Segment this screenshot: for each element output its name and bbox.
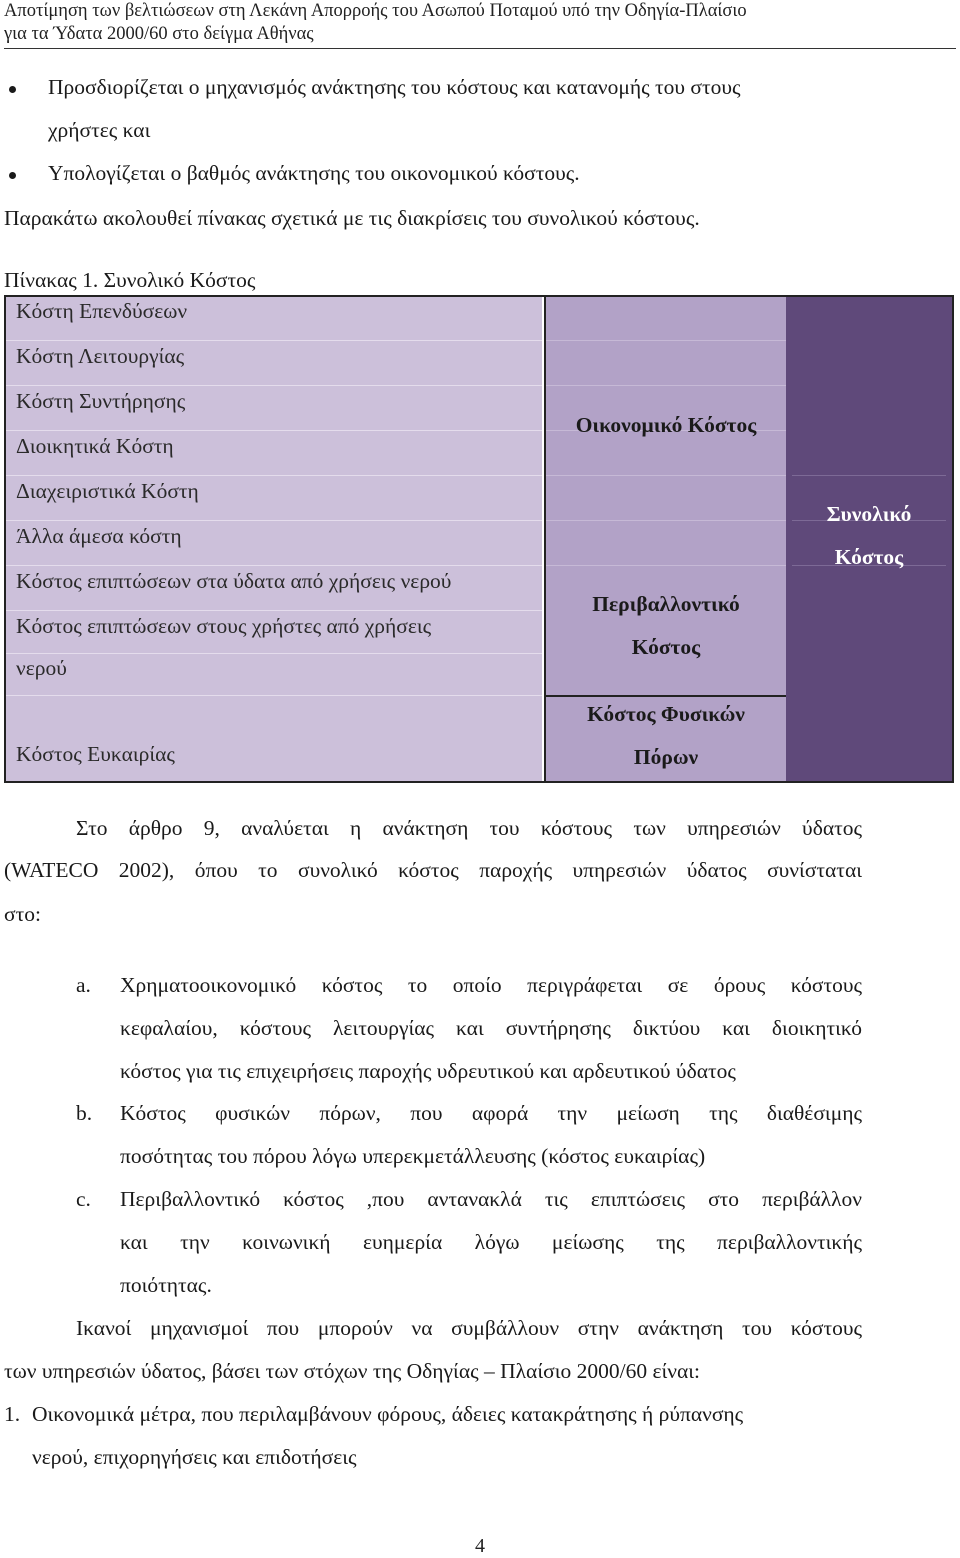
row-divider bbox=[546, 520, 786, 521]
row-divider bbox=[6, 340, 542, 341]
cost-item: Κόστη Επενδύσεων bbox=[16, 299, 188, 323]
cost-item: Κόστη Συντήρησης bbox=[16, 389, 186, 413]
bullet-dot bbox=[9, 172, 16, 179]
total-cost-column bbox=[786, 297, 952, 781]
list-marker: c. bbox=[76, 1187, 91, 1211]
row-divider bbox=[6, 520, 542, 521]
list-item-a-line-3: κόστος για τις επιχειρήσεις παροχής υδρευτικού και αρδευτικού ύδατος bbox=[120, 1059, 736, 1083]
environmental-cost-label-line-2: Κόστος bbox=[631, 635, 701, 659]
total-cost-label-line-1: Συνολικό bbox=[826, 502, 912, 526]
row-divider bbox=[6, 430, 542, 431]
list-item-a-line-2: κεφαλαίου, κόστους λειτουργίας και συντήρησης δικτύου και διοικητικό bbox=[120, 1016, 862, 1040]
intro-paragraph: Παρακάτω ακολουθεί πίνακας σχετικά με τις διακρίσεις του συνολικού κόστους. bbox=[4, 206, 700, 230]
row-divider bbox=[546, 340, 786, 341]
cost-item: Κόστος επιπτώσεων στους χρήστες από χρήσεις bbox=[16, 614, 432, 638]
list-item-c-line-3: ποιότητας. bbox=[120, 1273, 212, 1297]
article-line-3: στο: bbox=[4, 902, 41, 926]
row-divider bbox=[6, 610, 542, 611]
cost-item: Άλλα άμεσα κόστη bbox=[16, 524, 182, 548]
cost-item: Κόστος επιπτώσεων στα ύδατα από χρήσεις νερού bbox=[16, 569, 452, 593]
total-cost-label-line-2: Κόστος bbox=[834, 545, 904, 569]
resource-cost-label-line-2: Πόρων bbox=[633, 745, 699, 769]
list-item-b-line-2: ποσότητας του πόρου λόγω υπερεκμετάλλευσης (κόστος ευκαιρίας) bbox=[120, 1144, 706, 1168]
row-divider bbox=[546, 385, 786, 386]
cost-table bbox=[4, 295, 954, 783]
numbered-item-1-line-1: Οικονομικά μέτρα, που περιλαμβάνουν φόρους, άδειες κατακράτησης ή ρύπανσης bbox=[32, 1402, 744, 1426]
header-line-2: για τα Ύδατα 2000/60 στο δείγμα Αθήνας bbox=[4, 24, 314, 44]
cost-item: Κόστη Λειτουργίας bbox=[16, 344, 185, 368]
numbered-item-1-line-2: νερού, επιχορηγήσεις και επιδοτήσεις bbox=[32, 1445, 357, 1469]
header-line-1: Αποτίμηση των βελτιώσεων στη Λεκάνη Απορροής του Ασωπού Ποταμού υπό την Οδηγία-Πλαίσιο bbox=[4, 1, 747, 21]
row-divider bbox=[6, 565, 542, 566]
resource-cost-label-line-1: Κόστος Φυσικών bbox=[587, 702, 745, 726]
list-marker: a. bbox=[76, 973, 91, 997]
cost-item: Κόστος Ευκαιρίας bbox=[16, 742, 175, 766]
page-header bbox=[4, 0, 954, 46]
row-divider bbox=[6, 385, 542, 386]
mechanisms-line-2: των υπηρεσιών ύδατος, βάσει των στόχων της Οδηγίας – Πλαίσιο 2000/60 είναι: bbox=[4, 1359, 701, 1383]
bullet-1-line-2: χρήστες και bbox=[48, 118, 151, 142]
row-divider bbox=[6, 695, 542, 696]
page-number: 4 bbox=[475, 1535, 485, 1557]
bullet-dot bbox=[9, 86, 16, 93]
row-divider bbox=[546, 565, 786, 566]
list-item-a-line-1: Χρηματοοικονομικό κόστος το οποίο περιγράφεται σε όρους κόστους bbox=[120, 973, 862, 997]
row-divider bbox=[6, 475, 542, 476]
list-item-c-line-2: και την κοινωνική ευημερία λόγω μείωσης της περιβαλλοντικής bbox=[120, 1230, 862, 1254]
cost-category-column bbox=[544, 297, 788, 781]
row-divider bbox=[546, 475, 786, 476]
cost-item: νερού bbox=[16, 656, 67, 680]
economic-cost-label: Οικονομικό Κόστος bbox=[575, 413, 757, 437]
row-divider bbox=[6, 653, 542, 654]
cost-items-column bbox=[6, 297, 542, 781]
table-caption: Πίνακας 1. Συνολικό Κόστος bbox=[4, 268, 256, 292]
bullet-1-line-1: Προσδιορίζεται ο μηχανισμός ανάκτησης του κόστους και κατανομής του στους bbox=[48, 75, 741, 99]
mechanisms-line-1: Ικανοί μηχανισμοί που μπορούν να συμβάλλουν στην ανάκτηση του κόστους bbox=[76, 1316, 862, 1340]
article-line-2: (WATECO 2002), όπου το συνολικό κόστος παροχής υπηρεσιών ύδατος συνίσταται bbox=[4, 858, 862, 882]
bullet-2-line-1: Υπολογίζεται ο βαθμός ανάκτησης του οικονομικού κόστους. bbox=[48, 161, 580, 185]
list-item-c-line-1: Περιβαλλοντικό κόστος ,που αντανακλά τις επιπτώσεις στο περιβάλλον bbox=[120, 1187, 862, 1211]
row-divider bbox=[792, 475, 946, 476]
article-line-1: Στο άρθρο 9, αναλύεται η ανάκτηση του κόστους των υπηρεσιών ύδατος bbox=[76, 816, 862, 840]
cost-item: Διοικητικά Κόστη bbox=[16, 434, 174, 458]
cost-item: Διαχειριστικά Κόστη bbox=[16, 479, 199, 503]
list-marker: b. bbox=[76, 1101, 93, 1125]
header-rule bbox=[4, 48, 956, 49]
list-item-b-line-1: Κόστος φυσικών πόρων, που αφορά την μείωση της διαθέσιμης bbox=[120, 1101, 862, 1125]
list-marker: 1. bbox=[4, 1402, 21, 1426]
environmental-cost-label-line-1: Περιβαλλοντικό bbox=[592, 592, 740, 616]
